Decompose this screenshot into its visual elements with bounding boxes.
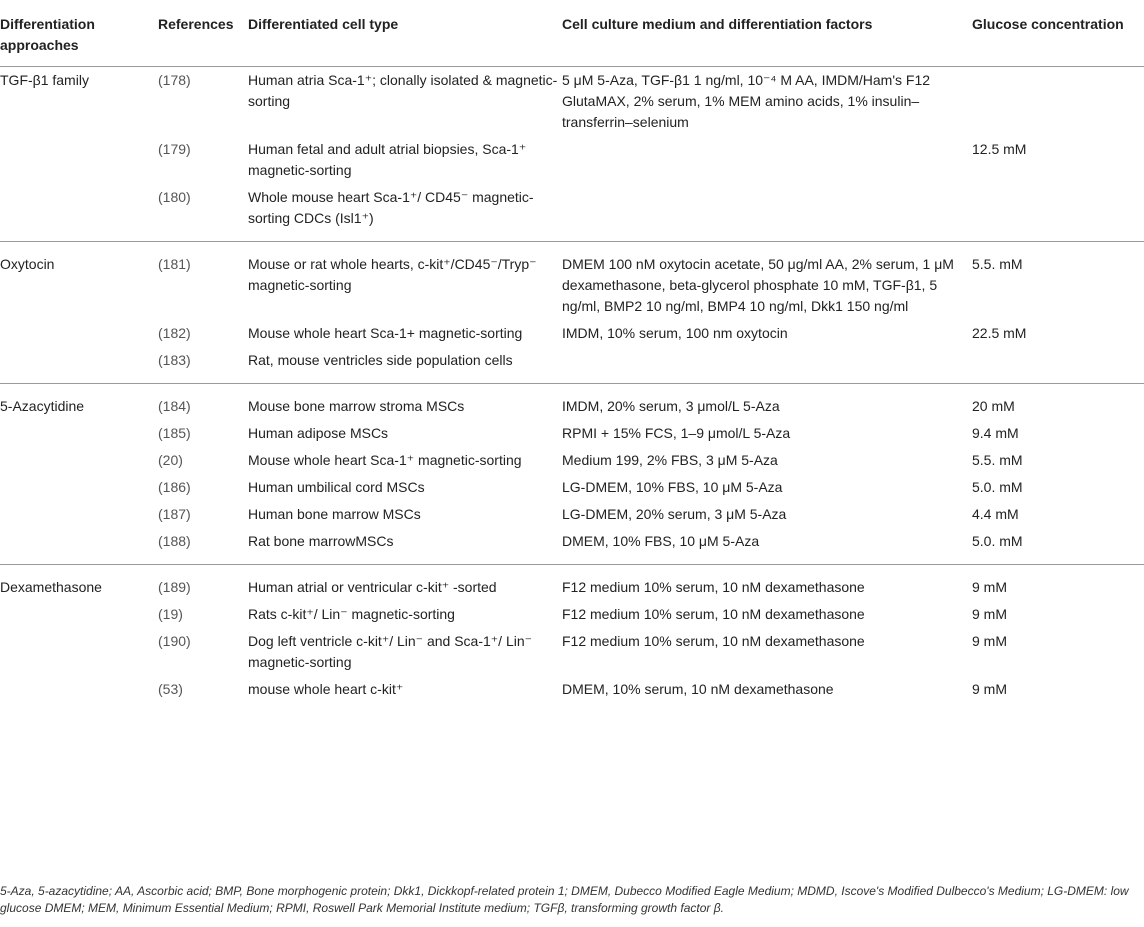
glucose-cell: 9.4 mM [972, 425, 1019, 441]
approach-cell [0, 347, 158, 384]
reference-cell: (186) [158, 479, 191, 495]
glucose-cell [972, 347, 1144, 384]
reference-cell: (188) [158, 528, 248, 565]
medium-cell [562, 136, 972, 184]
cell-type-cell: Human adipose MSCs [248, 425, 389, 441]
glucose-cell: 9 mM [972, 579, 1007, 595]
header-glucose: Glucose concentration [972, 16, 1124, 32]
glucose-cell: 9 mM [972, 633, 1007, 649]
table-row [0, 136, 1144, 184]
approach-cell: Dexamethasone [0, 579, 102, 595]
approach-cell [0, 420, 158, 447]
table-row [0, 474, 1144, 501]
cell-type-cell: Human bone marrow MSCs [248, 506, 421, 522]
table-row [0, 320, 1144, 347]
reference-cell: (189) [158, 579, 191, 595]
header-row [0, 0, 1144, 67]
glucose-cell: 9 mM [972, 606, 1007, 622]
table-row [0, 628, 1144, 676]
table-row [0, 384, 1144, 421]
table-row [0, 67, 1144, 137]
medium-cell: RPMI + 15% FCS, 1–9 μmol/L 5-Aza [562, 425, 791, 441]
cell-type-cell: Rats c-kit⁺/ Lin⁻ magnetic-sorting [248, 606, 455, 622]
glucose-cell: 9 mM [972, 681, 1007, 697]
reference-cell: (182) [158, 325, 191, 341]
medium-cell: F12 medium 10% serum, 10 nM dexamethasone [562, 579, 865, 595]
approach-cell [0, 447, 158, 474]
approach-cell [0, 601, 158, 628]
header-medium: Cell culture medium and differentiation factors [562, 16, 873, 32]
table-body [0, 67, 1144, 704]
reference-cell: (178) [158, 72, 191, 88]
cell-type-cell: Human atria Sca-1⁺; clonally isolated & magnetic-sorting [248, 72, 558, 109]
glucose-cell [972, 67, 1144, 137]
cell-type-cell: mouse whole heart c-kit⁺ [248, 681, 404, 697]
reference-cell: (19) [158, 606, 183, 622]
cell-type-cell: Rat, mouse ventricles side population cells [248, 347, 562, 384]
approach-cell [0, 528, 158, 565]
approach-cell: TGF-β1 family [0, 72, 89, 88]
medium-cell [562, 184, 972, 242]
medium-cell: DMEM, 10% FBS, 10 μM 5-Aza [562, 528, 972, 565]
approach-cell: 5-Azacytidine [0, 398, 85, 414]
approach-cell [0, 474, 158, 501]
glucose-cell: 5.5. mM [972, 256, 1023, 272]
table-row [0, 347, 1144, 384]
table-footnote: 5-Aza, 5-azacytidine; AA, Ascorbic acid; BMP, Bone morphogenic protein; Dkk1, Dickkopf-related protein 1; DMEM, Dubecco Modified Eagle Medium; MDMD, Iscove's Modified Dulbecco's Medium; LG-DMEM: low glucose DMEM; MEM, Minimum Essential Medium; RPMI, Roswell Park Memorial Institute medium; TGFβ, transforming growth factor β. [0, 884, 1129, 915]
cell-type-cell: Dog left ventricle c-kit⁺/ Lin⁻ and Sca-1⁺/ Lin⁻ magnetic-sorting [248, 633, 533, 670]
reference-cell: (53) [158, 681, 183, 697]
medium-cell: IMDM, 20% serum, 3 μmol/L 5-Aza [562, 398, 780, 414]
medium-cell [562, 347, 972, 384]
header-approach: Differentiation approaches [0, 16, 95, 53]
header-cell-type: Differentiated cell type [248, 16, 399, 32]
medium-cell: DMEM, 10% serum, 10 nM dexamethasone [562, 681, 834, 697]
reference-cell: (20) [158, 452, 183, 468]
approach-cell [0, 184, 158, 242]
medium-cell: Medium 199, 2% FBS, 3 μM 5-Aza [562, 452, 778, 468]
cell-type-cell: Rat bone marrowMSCs [248, 528, 562, 565]
approach-cell [0, 320, 158, 347]
reference-cell: (179) [158, 141, 191, 157]
cell-type-cell: Mouse whole heart Sca-1+ magnetic-sorting [248, 325, 523, 341]
header-references: References [158, 16, 234, 32]
reference-cell: (180) [158, 184, 248, 242]
cell-type-cell: Human umbilical cord MSCs [248, 479, 425, 495]
reference-cell: (184) [158, 398, 191, 414]
reference-cell: (183) [158, 347, 248, 384]
glucose-cell: 20 mM [972, 398, 1015, 414]
glucose-cell: 4.4 mM [972, 506, 1019, 522]
glucose-cell: 22.5 mM [972, 325, 1027, 341]
medium-cell: DMEM 100 nM oxytocin acetate, 50 μg/ml AA, 2% serum, 1 μM dexamethasone, beta-glycerol phosphate 10 mM, TGF-β1, 5 ng/ml, BMP2 10 ng/ml, BMP4 10 ng/ml, Dkk1 150 ng/ml [562, 256, 954, 314]
cell-type-cell: Mouse or rat whole hearts, c-kit⁺/CD45⁻/Tryp⁻ magnetic-sorting [248, 256, 537, 293]
approach-cell: Oxytocin [0, 256, 55, 272]
cell-type-cell: Human fetal and adult atrial biopsies, Sca-1⁺ magnetic-sorting [248, 141, 527, 178]
approach-cell [0, 676, 158, 703]
table-row [0, 528, 1144, 565]
approach-cell [0, 136, 158, 184]
reference-cell: (187) [158, 506, 191, 522]
glucose-cell [972, 184, 1144, 242]
cell-type-cell: Mouse bone marrow stroma MSCs [248, 398, 465, 414]
medium-cell: LG-DMEM, 10% FBS, 10 μM 5-Aza [562, 479, 783, 495]
reference-cell: (190) [158, 633, 191, 649]
medium-cell: 5 μM 5-Aza, TGF-β1 1 ng/ml, 10⁻⁴ M AA, IMDM/Ham's F12 GlutaMAX, 2% serum, 1% MEM amino acids, 1% insulin–transferrin–selenium [562, 72, 931, 130]
cell-type-cell: Human atrial or ventricular c-kit⁺ -sorted [248, 579, 497, 595]
medium-cell: F12 medium 10% serum, 10 nM dexamethasone [562, 633, 865, 649]
table-row [0, 501, 1144, 528]
glucose-cell: 5.5. mM [972, 452, 1023, 468]
approach-cell [0, 501, 158, 528]
glucose-cell: 5.0. mM [972, 528, 1144, 565]
approach-cell [0, 628, 158, 676]
cell-type-cell: Mouse whole heart Sca-1⁺ magnetic-sorting [248, 452, 522, 468]
medium-cell: F12 medium 10% serum, 10 nM dexamethasone [562, 606, 865, 622]
table-row [0, 565, 1144, 602]
table-row [0, 601, 1144, 628]
table-row [0, 676, 1144, 703]
medium-cell: IMDM, 10% serum, 100 nm oxytocin [562, 325, 788, 341]
table-row [0, 184, 1144, 242]
cell-type-cell: Whole mouse heart Sca-1⁺/ CD45⁻ magnetic-sorting CDCs (Isl1⁺) [248, 184, 562, 242]
table-row [0, 447, 1144, 474]
glucose-cell: 12.5 mM [972, 141, 1027, 157]
reference-cell: (185) [158, 425, 191, 441]
glucose-cell: 5.0. mM [972, 479, 1023, 495]
table-row [0, 242, 1144, 321]
table-row [0, 420, 1144, 447]
medium-cell: LG-DMEM, 20% serum, 3 μM 5-Aza [562, 506, 787, 522]
reference-cell: (181) [158, 256, 191, 272]
